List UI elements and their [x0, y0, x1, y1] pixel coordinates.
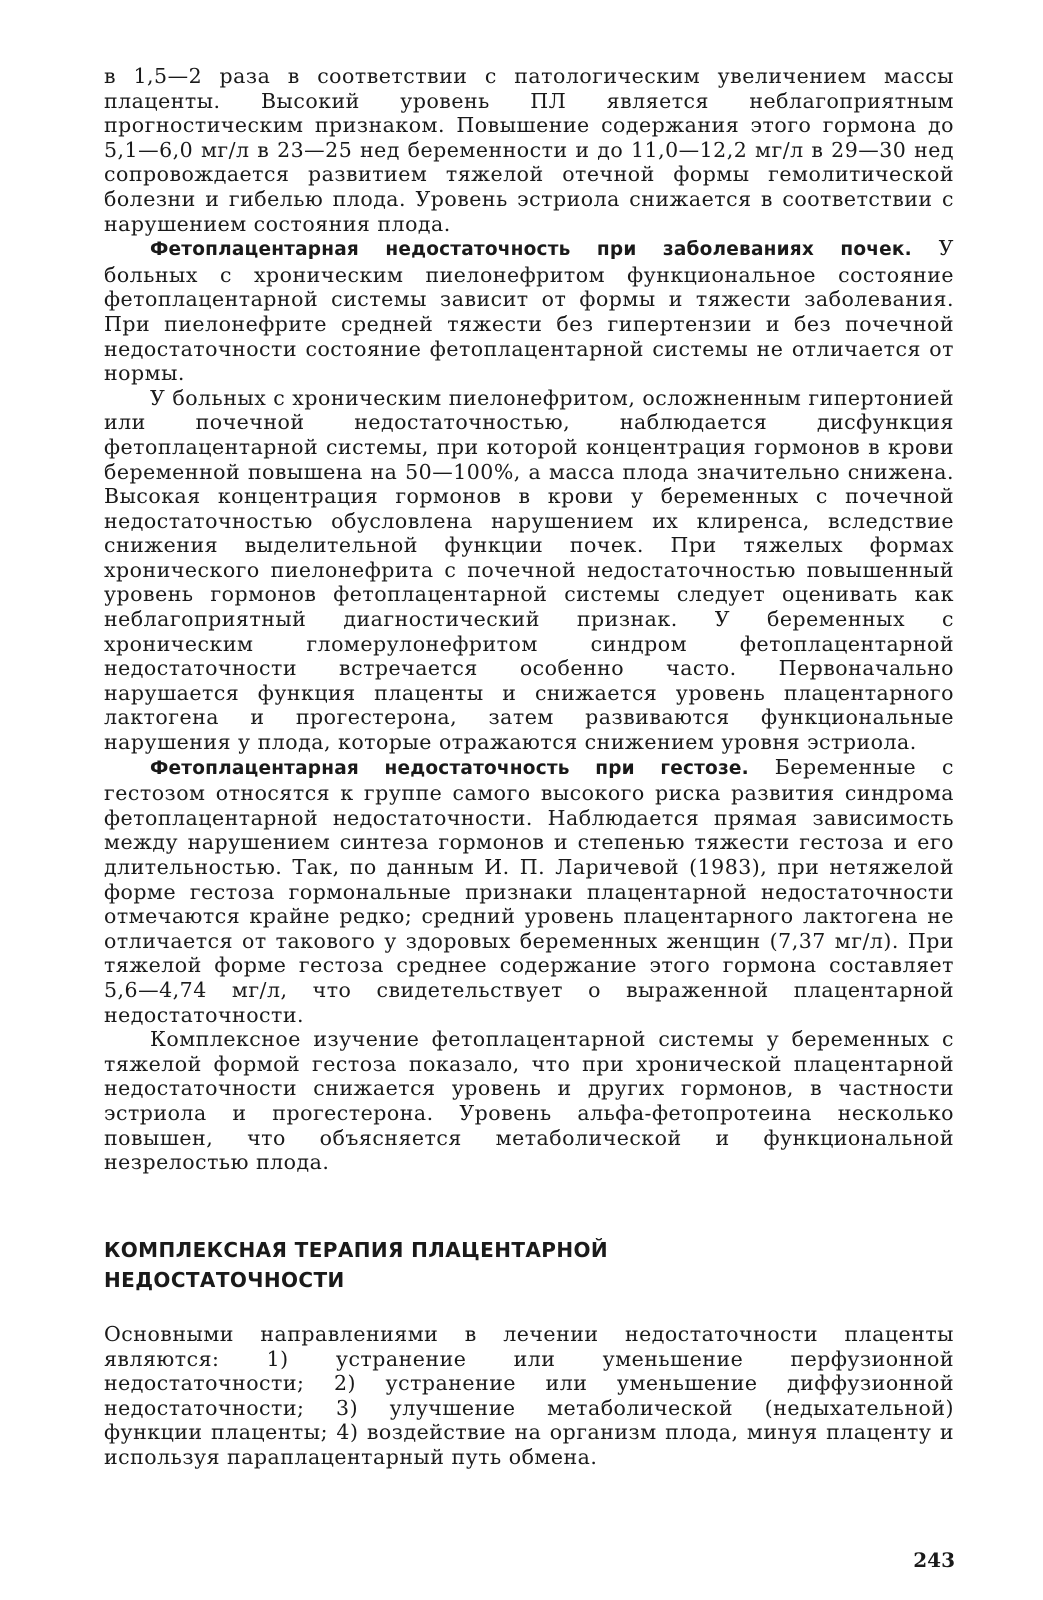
- paragraph-2-text: У больных с хроническим пиелонефритом функциональное состояние фетоплацентарной системы зависит от формы и тяжести заболевания. При пиелонефрите средней тяжести без гипертензии и без почечной недостаточности состояние фетоплацентарной системы не отличается от нормы.: [104, 236, 954, 386]
- runin-heading-kidney: Фетоплацентарная недостаточность при заболеваниях почек.: [150, 239, 912, 261]
- paragraph-5: Комплексное изучение фетоплацентарной системы у беременных с тяжелой формой гестоза показало, что при хронической плацентарной недостаточности снижается уровень и других гормонов, в частности эстриола и прогестерона. Уровень альфа-фетопротеина несколько повышен, что объясняется метаболической и функциональной незрелостью плода.: [104, 1027, 954, 1175]
- paragraph-2: [104, 236, 954, 386]
- paragraph-4-text: Беременные с гестозом относятся к группе самого высокого риска развития синдрома фетоплацентарной недостаточности. Наблюдается прямая зависимость между нарушением синтеза гормонов и степенью тяжести гестоза и его длительностью. Так, по данным И. П. Ларичевой (1983), при нетяжелой форме гестоза гормональные признаки плацентарной недостаточности отмечаются крайне редко; средний уровень плацентарного лактогена не отличается от такового у здоровых беременных женщин (7,37 мг/л). При тяжелой форме гестоза среднее содержание этого гормона составляет 5,6—4,74 мг/л, что свидетельствует о выраженной плацентарной недостаточности.: [104, 754, 955, 1027]
- main-text: [104, 64, 954, 1175]
- section-heading: [104, 1235, 824, 1295]
- runin-heading-gestosis: Фетоплацентарная недостаточность при гестозе.: [150, 757, 749, 779]
- section-body: [104, 1322, 954, 1470]
- section-heading-line-1: КОМПЛЕКСНАЯ ТЕРАПИЯ ПЛАЦЕНТАРНОЙ: [104, 1238, 608, 1262]
- page-number: 243: [913, 1548, 955, 1572]
- paragraph-3: У больных с хроническим пиелонефритом, осложненным гипертонией или почечной недостаточностью, наблюдается дисфункция фетоплацентарной системы, при которой концентрация гормонов в крови беременной повышена на 50—100%, а масса плода значительно снижена. Высокая концентрация гормонов в крови у беременных с почечной недостаточностью обусловлена нарушением их клиренса, вследствие снижения выделительной функции почек. При тяжелых формах хронического пиелонефрита с почечной недостаточностью повышенный уровень гормонов фетоплацентарной системы следует оценивать как неблагоприятный диагностический признак. У беременных с хроническим гломерулонефритом синдром фетоплацентарной недостаточности встречается особенно часто. Первоначально нарушается функция плаценты и снижается уровень плацентарного лактогена и прогестерона, затем развиваются функциональные нарушения у плода, которые отражаются снижением уровня эстриола.: [104, 385, 954, 755]
- paragraph-4: [104, 755, 954, 1028]
- section-paragraph: Основными направлениями в лечении недостаточности плаценты являются: 1) устранение или уменьшение перфузионной недостаточности; 2) устранение или уменьшение диффузионной недостаточности; 3) улучшение метаболической (недыхательной) функции плаценты; 4) воздействие на организм плода, минуя плаценту и используя параплацентарный путь обмена.: [104, 1322, 954, 1469]
- section-heading-line-2: НЕДОСТАТОЧНОСТИ: [104, 1268, 345, 1292]
- paragraph-1: в 1,5—2 раза в соответствии с патологическим увеличением массы плаценты. Высокий уровень ПЛ является неблагоприятным прогностическим признаком. Повышение содержания этого гормона до 5,1—6,0 мг/л в 23—25 нед беременности и до 11,0—12,2 мг/л в 29—30 нед сопровождается развитием тяжелой отечной формы гемолитической болезни и гибелью плода. Уровень эстриола снижается в соответствии с нарушением состояния плода.: [104, 64, 954, 236]
